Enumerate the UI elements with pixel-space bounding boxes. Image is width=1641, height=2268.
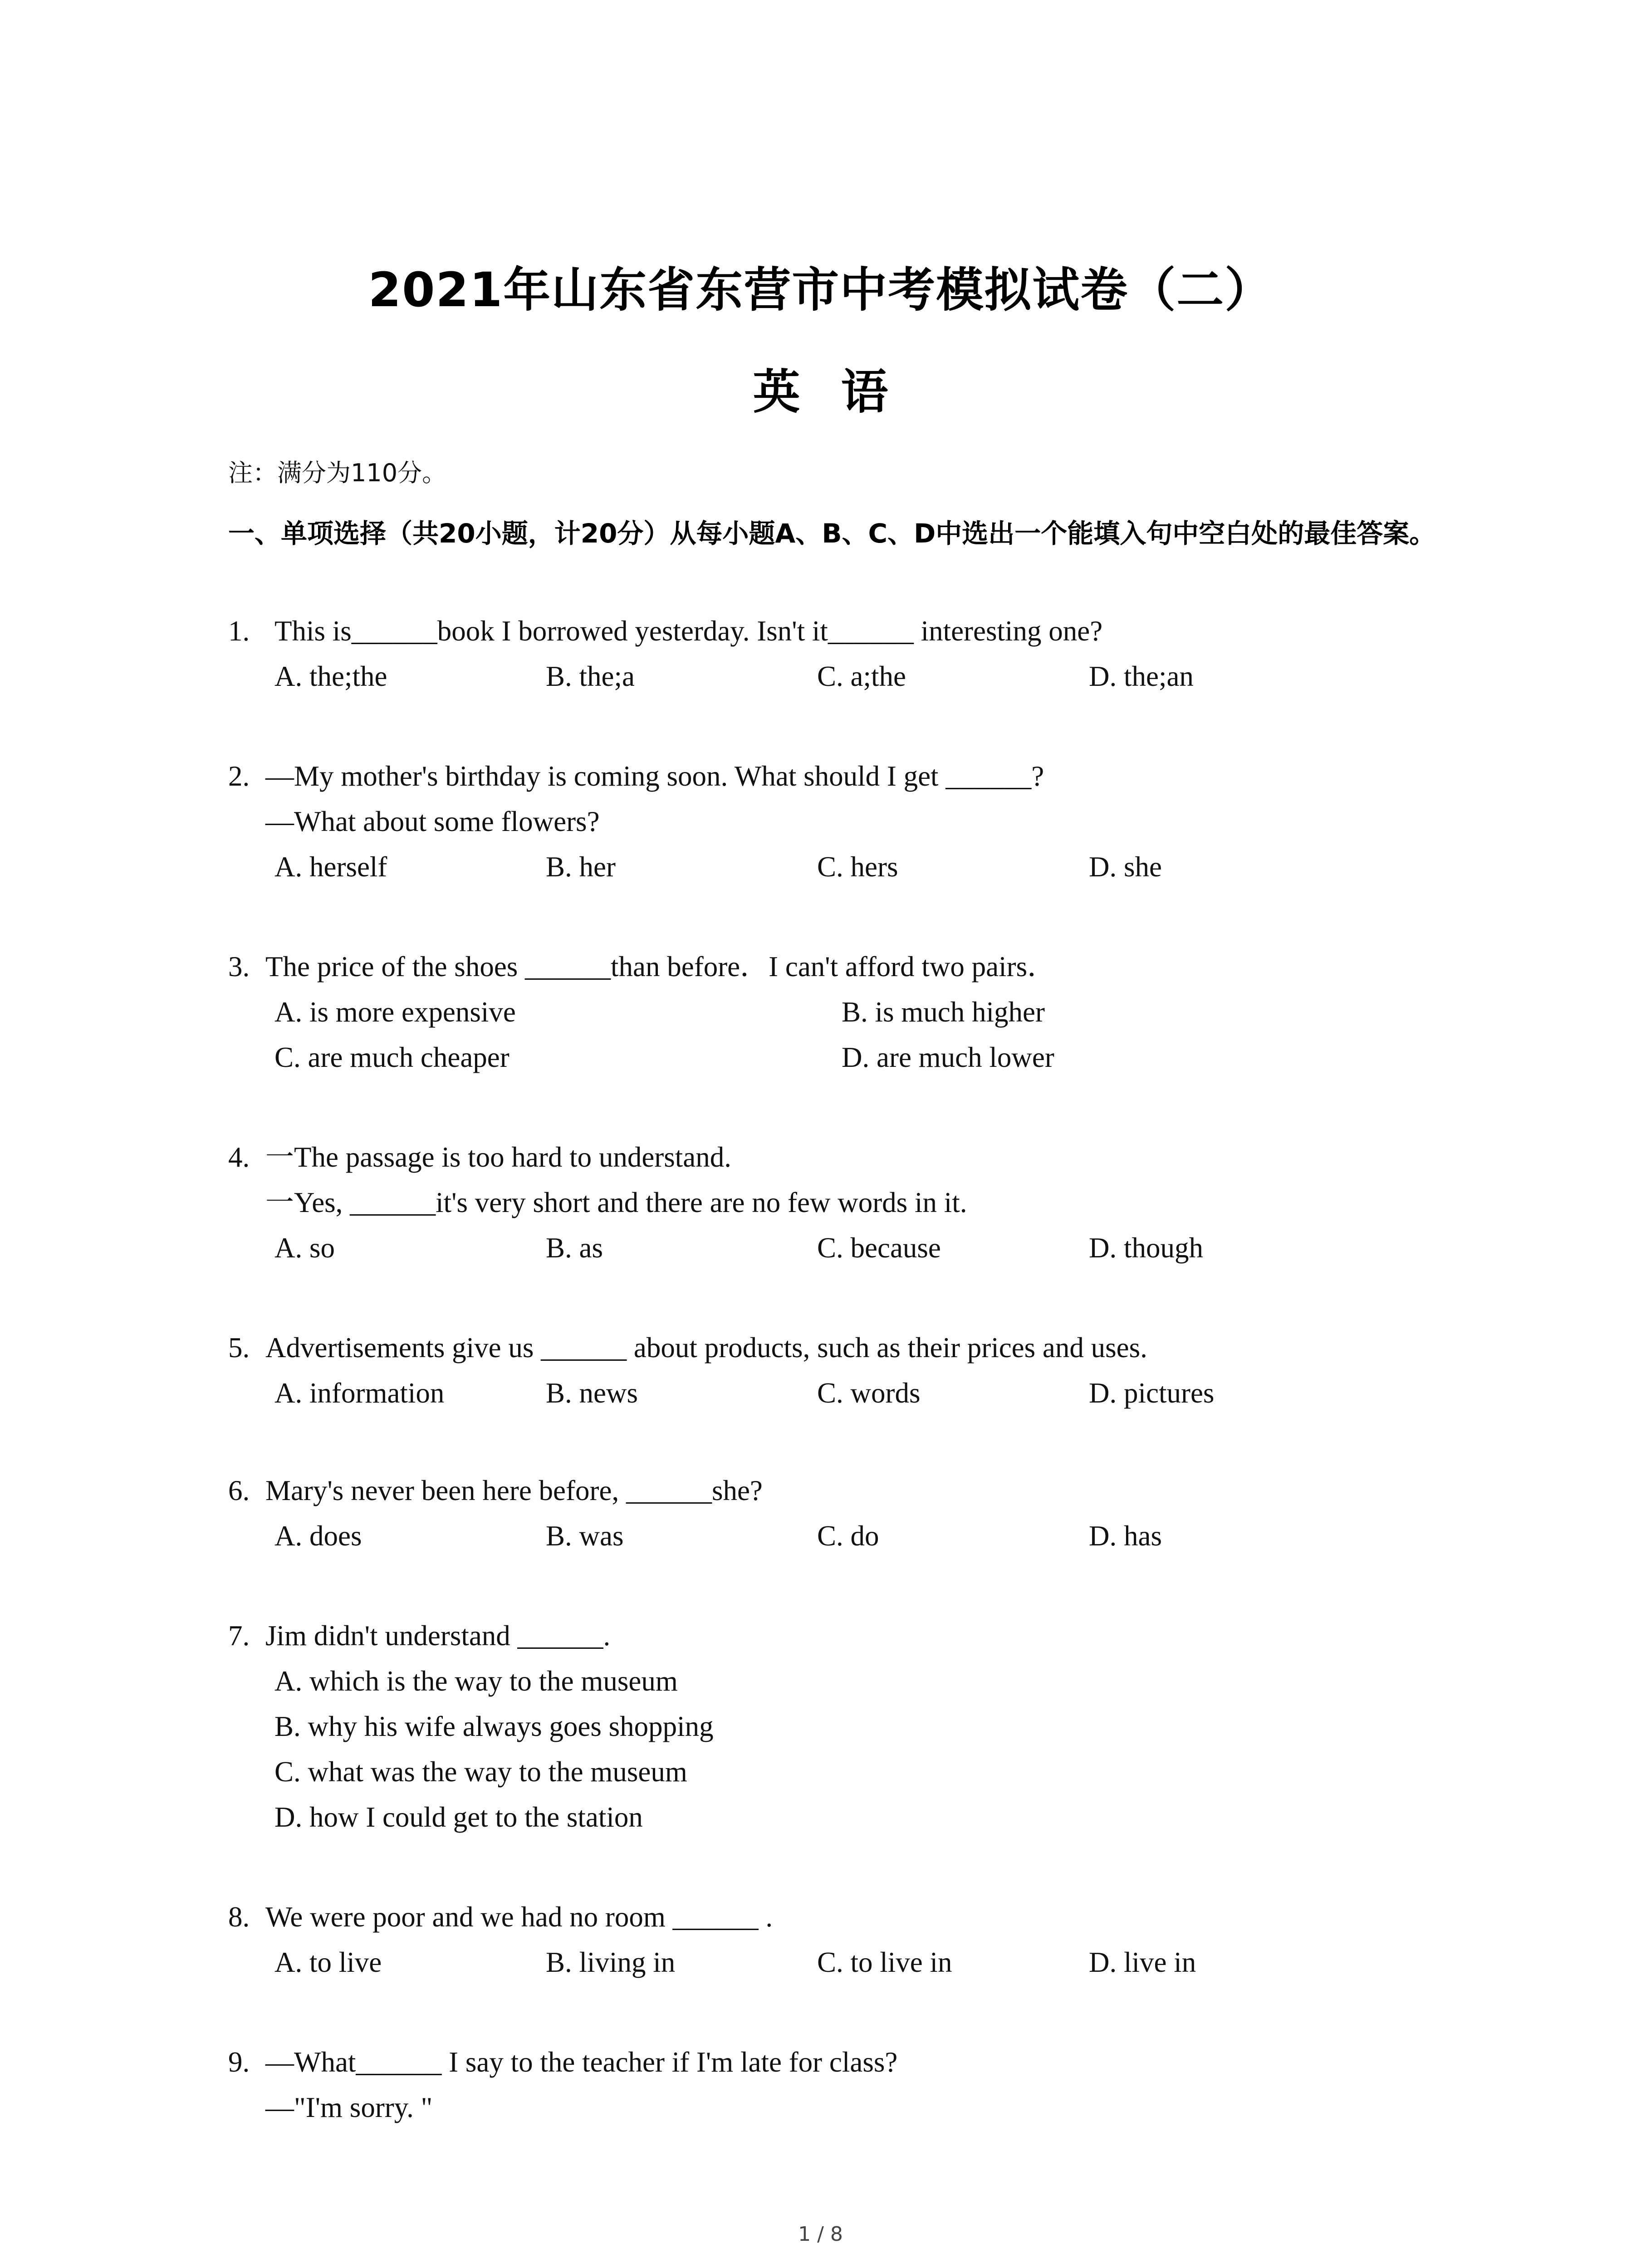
option-b: B. is much higher xyxy=(842,996,1045,1028)
score-note: 注：满分为110分。 xyxy=(228,459,447,487)
option-a: A. so xyxy=(274,1232,335,1264)
option-d: D. live in xyxy=(1089,1946,1196,1978)
option-d: D. has xyxy=(1089,1520,1162,1552)
option-b: B. why his wife always goes shopping xyxy=(274,1711,714,1742)
question-number: 8. xyxy=(228,1901,250,1933)
option-b: B. her xyxy=(546,851,616,883)
option-c: C. hers xyxy=(817,851,898,883)
subject-title: 英语 xyxy=(753,364,929,420)
option-d: D. she xyxy=(1089,851,1162,883)
question-stem: Jim didn't understand ______. xyxy=(265,1620,611,1652)
option-b: B. was xyxy=(546,1520,624,1552)
option-b: B. living in xyxy=(546,1946,676,1978)
option-a: A. information xyxy=(274,1377,445,1409)
question-number: 1. xyxy=(228,615,250,647)
option-c: C. do xyxy=(817,1520,879,1552)
option-a: A. does xyxy=(274,1520,362,1552)
question-stem: We were poor and we had no room ______ . xyxy=(265,1901,773,1933)
question-stem-line: 一Yes, ______it's very short and there are no few words in it. xyxy=(265,1187,967,1218)
page-number: 1 / 8 xyxy=(798,2223,843,2246)
question-stem: Mary's never been here before, ______she? xyxy=(265,1475,763,1506)
option-a: A. herself xyxy=(274,851,387,883)
question-number: 7. xyxy=(228,1620,250,1652)
option-c: C. words xyxy=(817,1377,921,1409)
question-stem-line: —What about some flowers? xyxy=(265,806,600,837)
option-a: A. to live xyxy=(274,1946,382,1978)
question-number: 4. xyxy=(228,1141,250,1173)
option-b: B. as xyxy=(546,1232,603,1264)
question-stem: —My mother's birthday is coming soon. What should I get ______? xyxy=(265,760,1044,792)
question-stem: Advertisements give us ______ about products, such as their prices and uses. xyxy=(265,1332,1147,1364)
question-stem: —What______ I say to the teacher if I'm late for class? xyxy=(265,2046,898,2078)
question-number: 5. xyxy=(228,1332,250,1364)
option-d: D. are much lower xyxy=(842,1041,1054,1073)
option-a: A. which is the way to the museum xyxy=(274,1665,678,1697)
question-number: 6. xyxy=(228,1475,250,1506)
option-c: C. are much cheaper xyxy=(274,1041,509,1073)
option-b: B. the;a xyxy=(546,660,635,692)
option-c: C. to live in xyxy=(817,1946,952,1978)
section-heading: 一、单项选择（共20小题，计20分）从每小题A、B、C、D中选出一个能填入句中空白处的最佳答案。 xyxy=(228,518,1436,549)
option-d: D. the;an xyxy=(1089,660,1194,692)
option-c: C. a;the xyxy=(817,660,906,692)
question-stem: This is______book I borrowed yesterday. Isn't it______ interesting one? xyxy=(274,615,1103,647)
option-a: A. is more expensive xyxy=(274,996,516,1028)
option-c: C. because xyxy=(817,1232,941,1264)
exam-title: 2021年山东省东营市中考模拟试卷（二） xyxy=(368,262,1273,318)
question-stem-line: —"I'm sorry. " xyxy=(265,2092,433,2123)
option-d: D. though xyxy=(1089,1232,1203,1264)
question-number: 3. xyxy=(228,951,250,982)
option-b: B. news xyxy=(546,1377,638,1409)
option-c: C. what was the way to the museum xyxy=(274,1756,687,1788)
question-stem: 一The passage is too hard to understand. xyxy=(265,1141,732,1173)
option-a: A. the;the xyxy=(274,660,387,692)
question-stem: The price of the shoes ______than before．I can't afford two pairs． xyxy=(265,951,1056,982)
question-number: 2. xyxy=(228,760,250,792)
question-number: 9. xyxy=(228,2046,250,2078)
option-d: D. how I could get to the station xyxy=(274,1801,643,1833)
option-d: D. pictures xyxy=(1089,1377,1215,1409)
